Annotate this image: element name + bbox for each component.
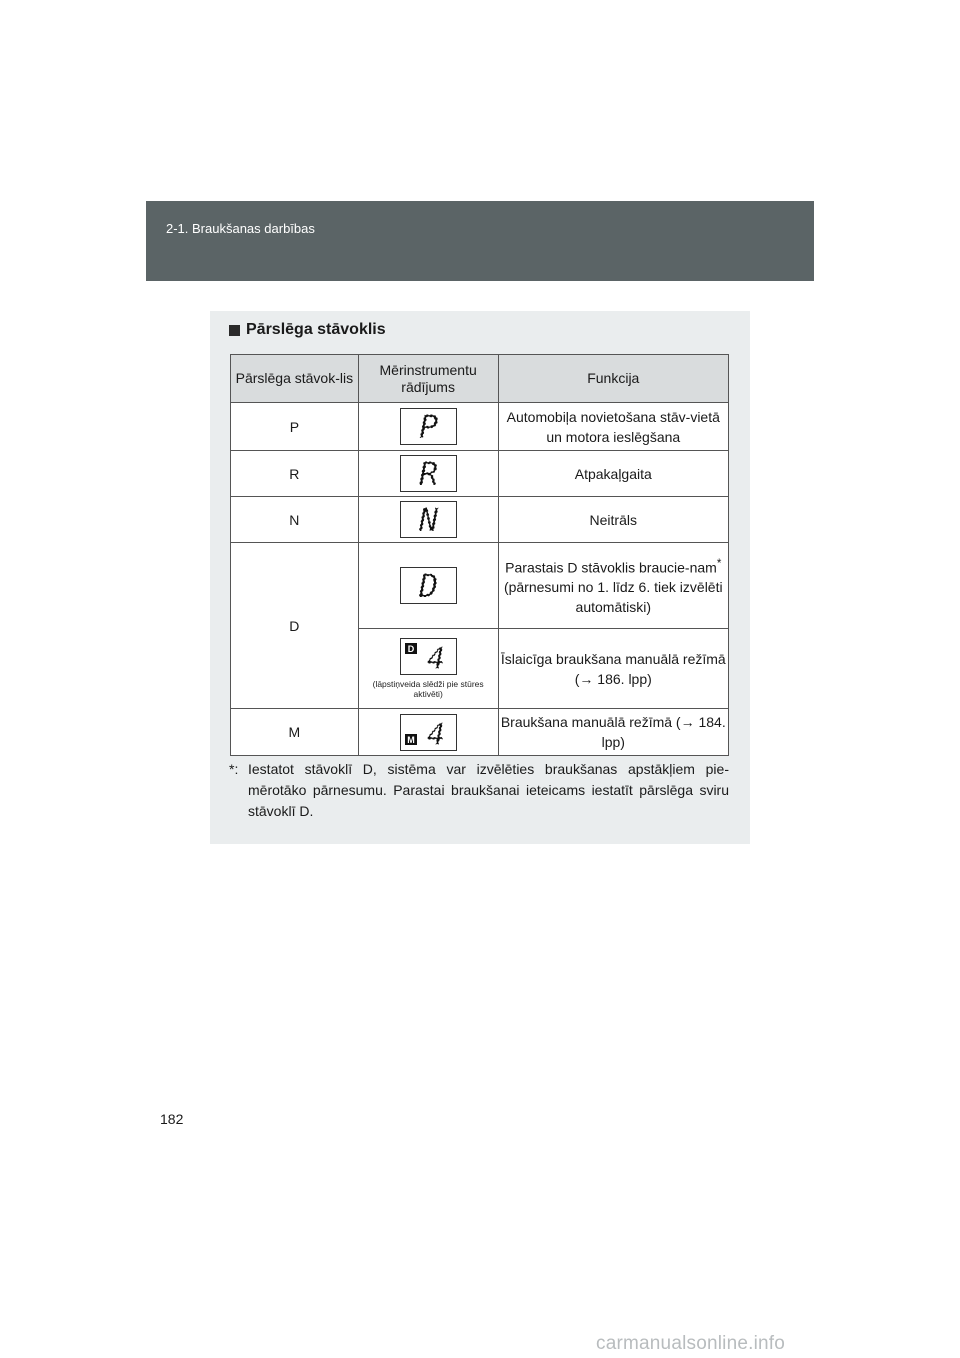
gear-glyph: 4 xyxy=(426,642,445,674)
header-shift-position: Pārslēga stāvok-lis xyxy=(231,355,359,403)
function-text: Parastais D stāvoklis braucie-nam xyxy=(505,559,717,576)
row-display-cell xyxy=(358,497,498,543)
chapter-header xyxy=(146,201,814,281)
gear-glyph: D xyxy=(418,568,438,603)
gear-display-d xyxy=(400,567,457,604)
section-title-text: Pārslēga stāvoklis xyxy=(246,321,386,338)
table-row xyxy=(231,497,729,543)
row-function: Neitrāls xyxy=(498,497,728,543)
gear-display-m4 xyxy=(400,714,457,751)
footnote-text: Iestatot stāvoklī D, sistēma var izvēlēties braukšanas apstākļiem pie-mērotāko pārnesumu. Parastai braukšanai ieteicams iestatīt pārslēga sviru stāvoklī D. xyxy=(248,761,729,819)
chapter-breadcrumb: 2-1. Braukšanas darbības xyxy=(166,221,315,236)
gear-display-p xyxy=(400,408,457,445)
row-function xyxy=(498,543,728,629)
header-gauge-display: Mērinstrumentu rādījums xyxy=(358,355,498,403)
table-row xyxy=(231,709,729,756)
gear-display-n xyxy=(400,501,457,538)
footnote-marker: *: xyxy=(229,761,239,777)
gear-glyph: R xyxy=(418,456,438,491)
row-position: R xyxy=(231,451,359,497)
row-display-cell xyxy=(358,451,498,497)
row-function: Atpakaļgaita xyxy=(498,451,728,497)
row-display-cell xyxy=(358,709,498,756)
row-display-cell xyxy=(358,403,498,451)
footnote xyxy=(229,759,729,822)
table-row xyxy=(231,403,729,451)
row-function: Braukšana manuālā režīmā (→ 184. lpp) xyxy=(498,709,728,756)
row-display-cell xyxy=(358,629,498,709)
section-title xyxy=(229,321,386,339)
row-function: Automobiļa novietošana stāv-vietā un motora ieslēgšana xyxy=(498,403,728,451)
table-header-row xyxy=(231,355,729,403)
footnote-star: * xyxy=(716,556,722,570)
gear-glyph: N xyxy=(418,502,438,537)
row-position: M xyxy=(231,709,359,756)
square-bullet-icon xyxy=(229,325,240,336)
header-function: Funkcija xyxy=(498,355,728,403)
row-position: N xyxy=(231,497,359,543)
function-detail: (pārnesumi no 1. līdz 6. tiek izvēlēti automātiski) xyxy=(503,579,723,616)
mode-badge-letter: M xyxy=(406,734,415,745)
row-position: D xyxy=(231,543,359,709)
paddle-caption: (lāpstiņveida slēdži pie stūres aktivēti) xyxy=(372,679,484,699)
shift-position-panel xyxy=(210,311,750,844)
gear-display-d4 xyxy=(400,638,457,675)
gear-glyph: 4 xyxy=(426,717,445,750)
row-function: Īslaicīga braukšana manuālā režīmā (→ 186. lpp) xyxy=(498,629,728,709)
watermark: carmanualsonline.info xyxy=(596,1333,786,1354)
page-number: 182 xyxy=(160,1111,184,1127)
mode-badge-letter: D xyxy=(407,644,414,654)
row-position: P xyxy=(231,403,359,451)
table-row xyxy=(231,543,729,629)
gear-glyph: P xyxy=(418,409,438,444)
shift-position-table xyxy=(230,354,729,756)
table-row xyxy=(231,451,729,497)
gear-display-r xyxy=(400,455,457,492)
row-display-cell xyxy=(358,543,498,629)
